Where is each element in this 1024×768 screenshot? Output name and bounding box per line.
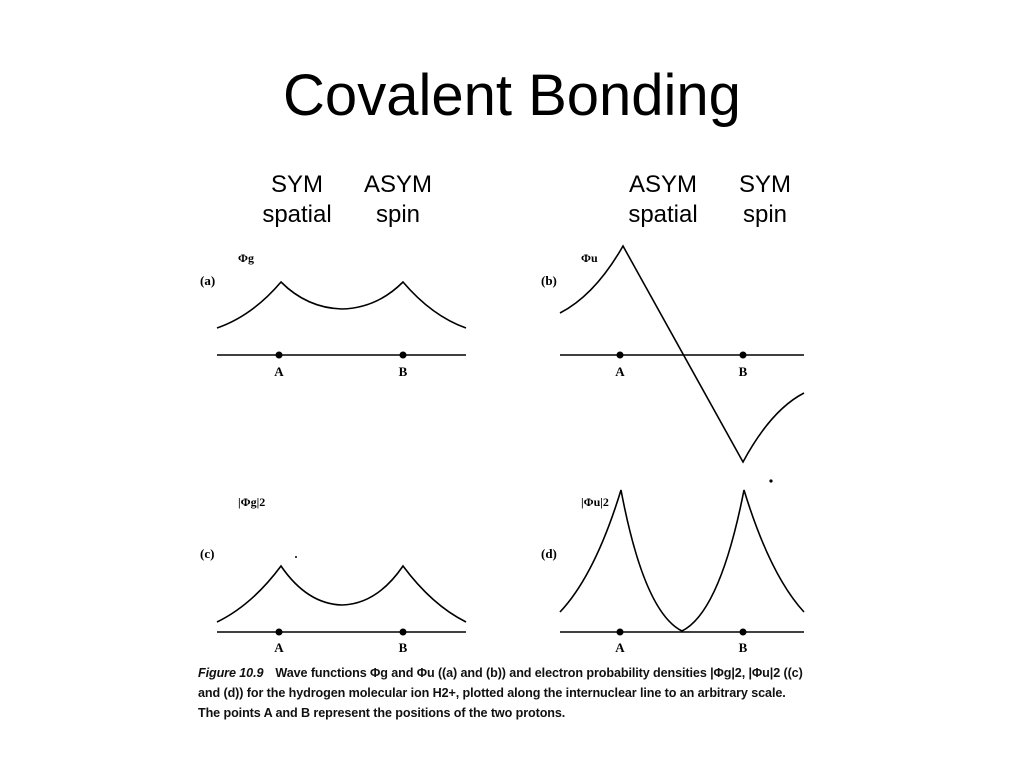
proton-b-dot (400, 629, 407, 636)
left-label-line-2: spatial (262, 201, 332, 228)
point-label-a: A (615, 640, 625, 655)
scan-speck (769, 479, 772, 482)
function-label-phi-u-squared: |Φu|2 (581, 495, 609, 509)
function-label-phi-g-squared: |Φg|2 (238, 495, 266, 509)
curve-phi-u-squared (560, 490, 804, 631)
proton-a-dot (617, 629, 624, 636)
right-label-line-1: ASYM (628, 171, 697, 198)
proton-a-dot (617, 352, 624, 359)
left-label-line-1: SYM (270, 171, 323, 198)
right-label-line-1: SYM (738, 171, 791, 198)
proton-b-dot (400, 352, 407, 359)
curve-phi-u (560, 246, 804, 462)
point-label-a: A (274, 640, 284, 655)
proton-a-dot (276, 352, 283, 359)
point-label-a: A (274, 364, 284, 379)
figure-number: Figure 10.9 (198, 666, 264, 680)
right-label-line-2: spin (742, 201, 788, 228)
point-label-b: B (398, 364, 408, 379)
figure-caption (198, 663, 810, 723)
proton-b-dot (740, 352, 747, 359)
caption-text: Wave functions Φg and Φu ((a) and (b)) and electron probability densities |Φg|2, |Φu|2 ((c) and (d)) for the hydrogen molecular ion H2+, plotted along the internuclear line to an arbitrary scale. The points A and B represent the positions of the two protons. (198, 666, 803, 720)
point-label-b: B (738, 364, 748, 379)
point-label-b: B (738, 640, 748, 655)
proton-a-dot (276, 629, 283, 636)
point-label-b: B (398, 640, 408, 655)
function-label-phi-g: Φg (238, 251, 254, 265)
function-label-phi-u: Φu (581, 251, 598, 265)
curve-phi-g-squared (217, 566, 466, 622)
panel-letter-c: (c) (200, 546, 215, 561)
scan-speck (295, 556, 297, 558)
left-label-line-2: spin (375, 201, 421, 228)
curve-phi-g (217, 282, 466, 328)
panel-letter-b: (b) (541, 273, 557, 288)
right-label-line-2: spatial (628, 201, 698, 228)
point-label-a: A (615, 364, 625, 379)
proton-b-dot (740, 629, 747, 636)
panel-letter-d: (d) (541, 546, 557, 561)
panel-letter-a: (a) (200, 273, 216, 288)
left-label-line-1: ASYM (363, 171, 432, 198)
slide-title: Covalent Bonding (283, 63, 741, 128)
